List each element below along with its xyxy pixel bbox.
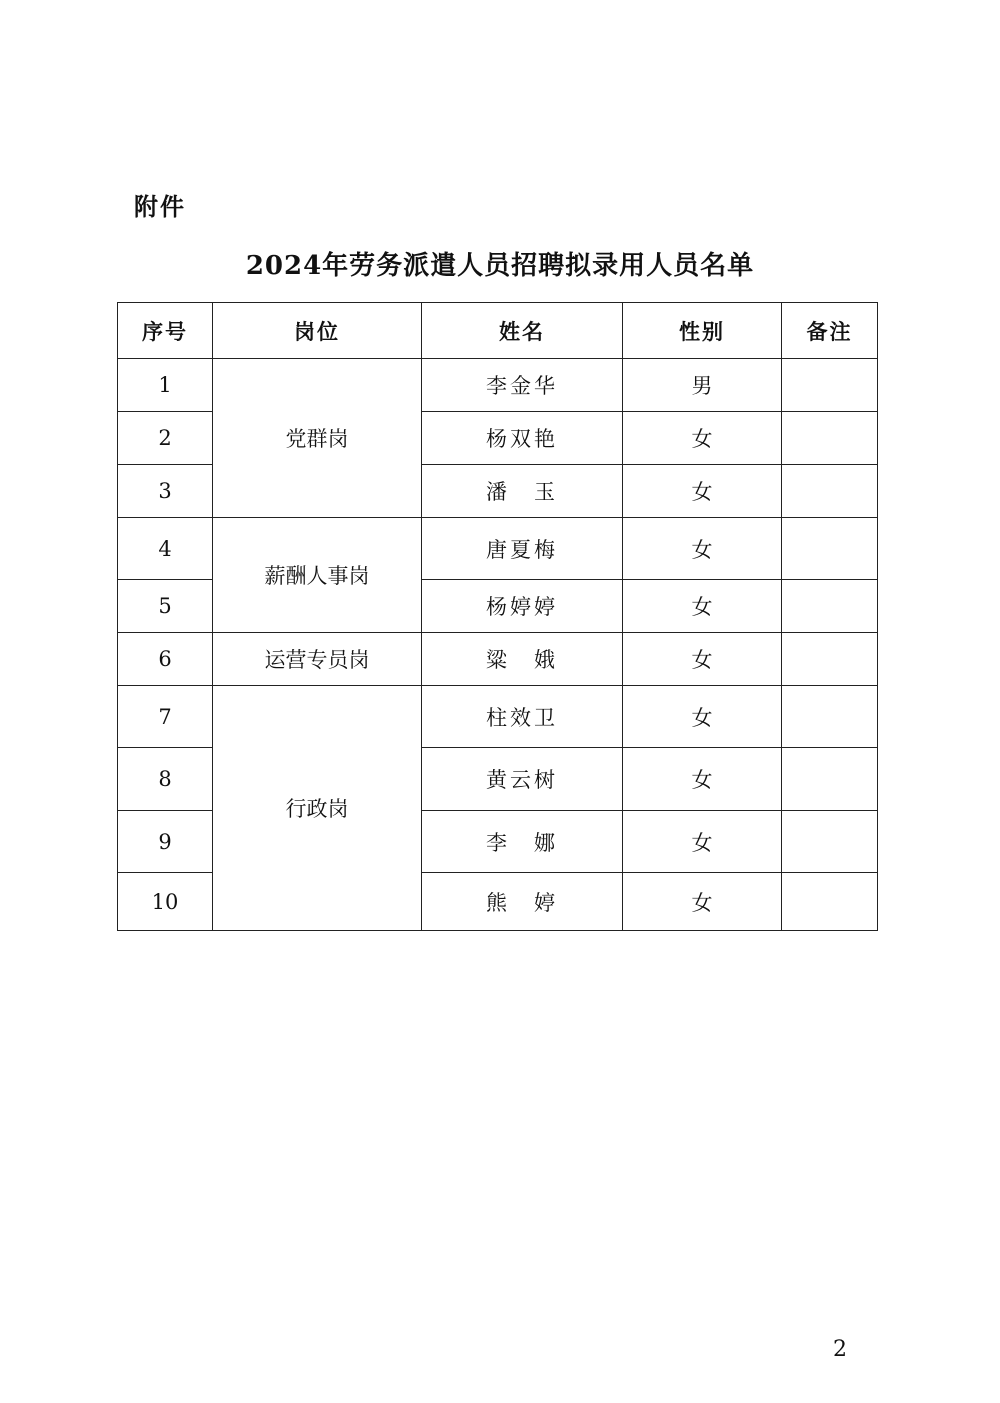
header-name: 姓名 (422, 303, 623, 359)
remark-cell (782, 580, 878, 633)
position-cell: 党群岗 (213, 359, 422, 518)
remark-cell (782, 811, 878, 873)
table-row (118, 359, 878, 412)
header-remark: 备注 (782, 303, 878, 359)
remark-cell (782, 359, 878, 412)
gender-cell: 女 (623, 686, 782, 748)
header-position: 岗位 (213, 303, 422, 359)
gender-cell: 女 (623, 465, 782, 518)
gender-cell: 女 (623, 580, 782, 633)
remark-cell (782, 465, 878, 518)
seq-cell: 9 (118, 811, 213, 873)
seq-cell: 5 (118, 580, 213, 633)
seq-cell: 8 (118, 748, 213, 811)
remark-cell (782, 633, 878, 686)
name-cell: 杨双艳 (422, 412, 623, 465)
seq-cell: 1 (118, 359, 213, 412)
position-cell: 行政岗 (213, 686, 422, 931)
seq-cell: 2 (118, 412, 213, 465)
remark-cell (782, 748, 878, 811)
table-row (118, 518, 878, 580)
table-row (118, 686, 878, 748)
name-cell: 唐夏梅 (422, 518, 623, 580)
gender-cell: 女 (623, 873, 782, 931)
table-header-row (118, 303, 878, 359)
gender-cell: 女 (623, 633, 782, 686)
recruitment-table (117, 302, 878, 931)
gender-cell: 女 (623, 748, 782, 811)
name-cell: 潘 玉 (422, 465, 623, 518)
seq-cell: 7 (118, 686, 213, 748)
remark-cell (782, 518, 878, 580)
page-number: 2 (833, 1337, 847, 1362)
document-title: 2024年劳务派遣人员招聘拟录用人员名单 (245, 251, 755, 281)
remark-cell (782, 686, 878, 748)
gender-cell: 女 (623, 811, 782, 873)
seq-cell: 3 (118, 465, 213, 518)
seq-cell: 6 (118, 633, 213, 686)
gender-cell: 男 (623, 359, 782, 412)
header-gender: 性别 (623, 303, 782, 359)
gender-cell: 女 (623, 412, 782, 465)
remark-cell (782, 412, 878, 465)
name-cell: 粱 娥 (422, 633, 623, 686)
gender-cell: 女 (623, 518, 782, 580)
seq-cell: 4 (118, 518, 213, 580)
seq-cell: 10 (118, 873, 213, 931)
name-cell: 黄云树 (422, 748, 623, 811)
position-cell: 运营专员岗 (213, 633, 422, 686)
name-cell: 李 娜 (422, 811, 623, 873)
attachment-label: 附件 (134, 193, 186, 221)
header-seq: 序号 (118, 303, 213, 359)
name-cell: 杨婷婷 (422, 580, 623, 633)
table-row (118, 633, 878, 686)
name-cell: 熊 婷 (422, 873, 623, 931)
remark-cell (782, 873, 878, 931)
name-cell: 柱效卫 (422, 686, 623, 748)
position-cell: 薪酬人事岗 (213, 518, 422, 633)
name-cell: 李金华 (422, 359, 623, 412)
